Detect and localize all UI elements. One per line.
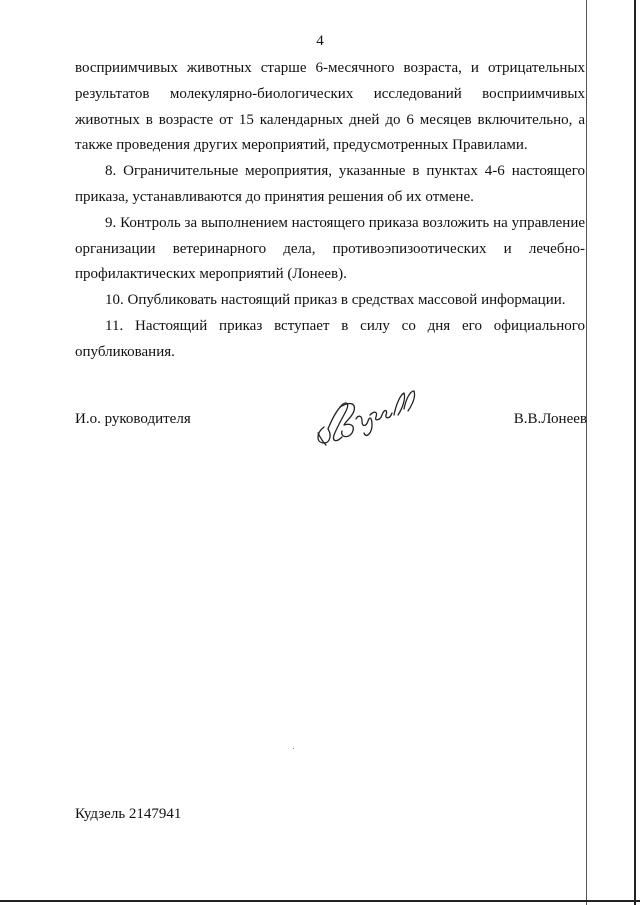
paragraph-8: 8. Ограничительные мероприятия, указанные в пунктах 4-6 настоящего приказа, устанавливаются до принятия решения об их отмене. xyxy=(75,163,585,205)
paragraph-11: 11. Настоящий приказ вступает в силу со дня его официального опубликования. xyxy=(75,317,585,360)
page-right-edge-line xyxy=(586,0,587,905)
signatory-title: И.о. руководителя xyxy=(75,411,191,427)
signatory-name: В.В.Лонеев xyxy=(513,411,587,427)
paragraph-continuation: восприимчивых животных старше 6-месячного возраста, и отрицательных результатов молекулярно-биологических исследований восприимчивых животных в возрасте от 15 календарных дней до 6 месяцев включительно, а также проведения других мероприятий, предусмотренных Правилами. xyxy=(75,60,585,154)
executor-note: Кудзель 2147941 xyxy=(75,806,182,822)
scan-edge-line xyxy=(634,0,636,905)
page-number: 4 xyxy=(316,33,324,49)
handwritten-signature xyxy=(310,385,420,447)
paragraph-9: 9. Контроль за выполнением настоящего приказа возложить на управление организации ветеринарного дела, противоэпизоотических и лечебно-профилактических мероприятий (Лонеев). xyxy=(75,214,585,283)
scan-bottom-edge-line xyxy=(0,900,640,902)
paragraph-10: 10. Опубликовать настоящий приказ в средствах массовой информации. xyxy=(105,292,566,309)
document-body xyxy=(75,56,585,366)
scan-speck xyxy=(293,748,294,749)
